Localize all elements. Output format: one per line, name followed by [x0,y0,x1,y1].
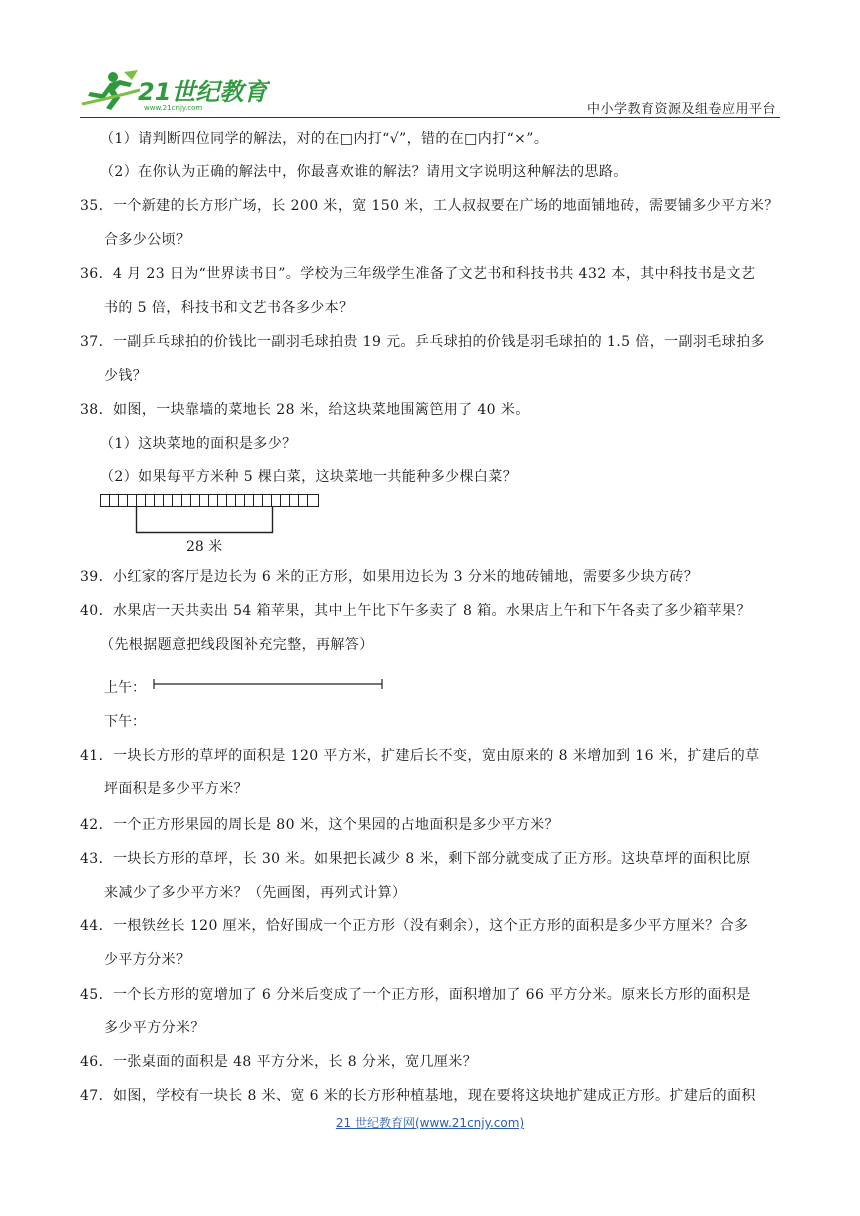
text-line: （2）如果每平方米种 5 棵白菜，这块菜地一共能种多少棵白菜？ [100,469,518,485]
text-line: 少钱？ [104,368,148,384]
text-line: 来减少了多少平方米？（先画图，再列式计算） [104,885,407,901]
afternoon-label: 下午： [104,714,146,730]
logo-text: 21世纪教育 [138,78,268,106]
question-40: 40．水果店一天共卖出 54 箱苹果，其中上午比下午多卖了 8 箱。水果店上午和下午各卖了多少箱苹果？ [80,603,751,619]
question-43: 43．一块长方形的草坪，长 30 米。如果把长减少 8 米，剩下部分就变成了正方形。这块草坪的面积比原 [80,851,751,867]
brand-logo [80,68,270,112]
morning-label: 上午： [104,680,146,696]
logo-url: www.21cnjy.com [144,104,203,112]
text-line: （先根据题意把线段图补充完整，再解答） [100,637,374,653]
question-39: 39．小红家的客厅是边长为 6 米的正方形，如果用边长为 3 分米的地砖铺地，需要多少块方砖？ [80,569,699,585]
platform-title: 中小学教育资源及组卷应用平台 [586,102,776,117]
footer-link[interactable]: 21 世纪教育网(www.21cnjy.com) [335,1116,525,1130]
question-45: 45．一个长方形的宽增加了 6 分米后变成了一个正方形，面积增加了 66 平方分米。原来长方形的面积是 [80,987,751,1003]
question-42: 42．一个正方形果园的周长是 80 米，这个果园的占地面积是多少平方米？ [80,817,559,833]
text-line: （1）请判断四位同学的解法，对的在□内打“√”，错的在□内打“×”。 [100,131,549,147]
question-41: 41．一块长方形的草坪的面积是 120 平方米，扩建后长不变，宽由原来的 8 米增加到 16 米，扩建后的草 [80,748,760,764]
question-46: 46．一张桌面的面积是 48 平方分米，长 8 分米，宽几厘米？ [80,1054,478,1070]
question-38: 38．如图，一块靠墙的菜地长 28 米，给这块菜地围篱笆用了 40 米。 [80,402,530,418]
question-44: 44．一根铁丝长 120 厘米，恰好围成一个正方形（没有剩余），这个正方形的面积是多少平方厘米？合多 [80,918,749,934]
header-divider [80,117,780,118]
text-line: 书的 5 倍，科技书和文艺书各多少本？ [104,300,354,316]
garden-figure [100,494,320,556]
question-35: 35．一个新建的长方形广场，长 200 米，宽 150 米，工人叔叔要在广场的地面铺地砖，需要铺多少平方米？ [80,198,779,214]
question-36: 36．4 月 23 日为“世界读书日”。学校为三年级学生准备了文艺书和科技书共 432 本，其中科技书是文艺 [80,266,756,282]
text-line: （1）这块菜地的面积是多少？ [100,436,297,452]
garden-length-label: 28 米 [186,539,223,555]
text-line: 合多少公顷？ [104,232,191,248]
question-47: 47．如图，学校有一块长 8 米、宽 6 米的长方形种植基地，现在要将这块地扩建成正方形。扩建后的面积 [80,1088,756,1104]
page-header [80,62,780,118]
text-line: 少平方分米？ [104,952,191,968]
text-line: 坪面积是多少平方米？ [104,781,248,797]
question-37: 37．一副乒乓球拍的价钱比一副羽毛球拍贵 19 元。乒乓球拍的价钱是羽毛球拍的 1.5 倍，一副羽毛球拍多 [80,334,765,350]
morning-segment [152,676,386,690]
text-line: 多少平方分米？ [104,1020,205,1036]
text-line: （2）在你认为正确的解法中，你最喜欢谁的解法？请用文字说明这种解法的思路。 [100,164,628,180]
